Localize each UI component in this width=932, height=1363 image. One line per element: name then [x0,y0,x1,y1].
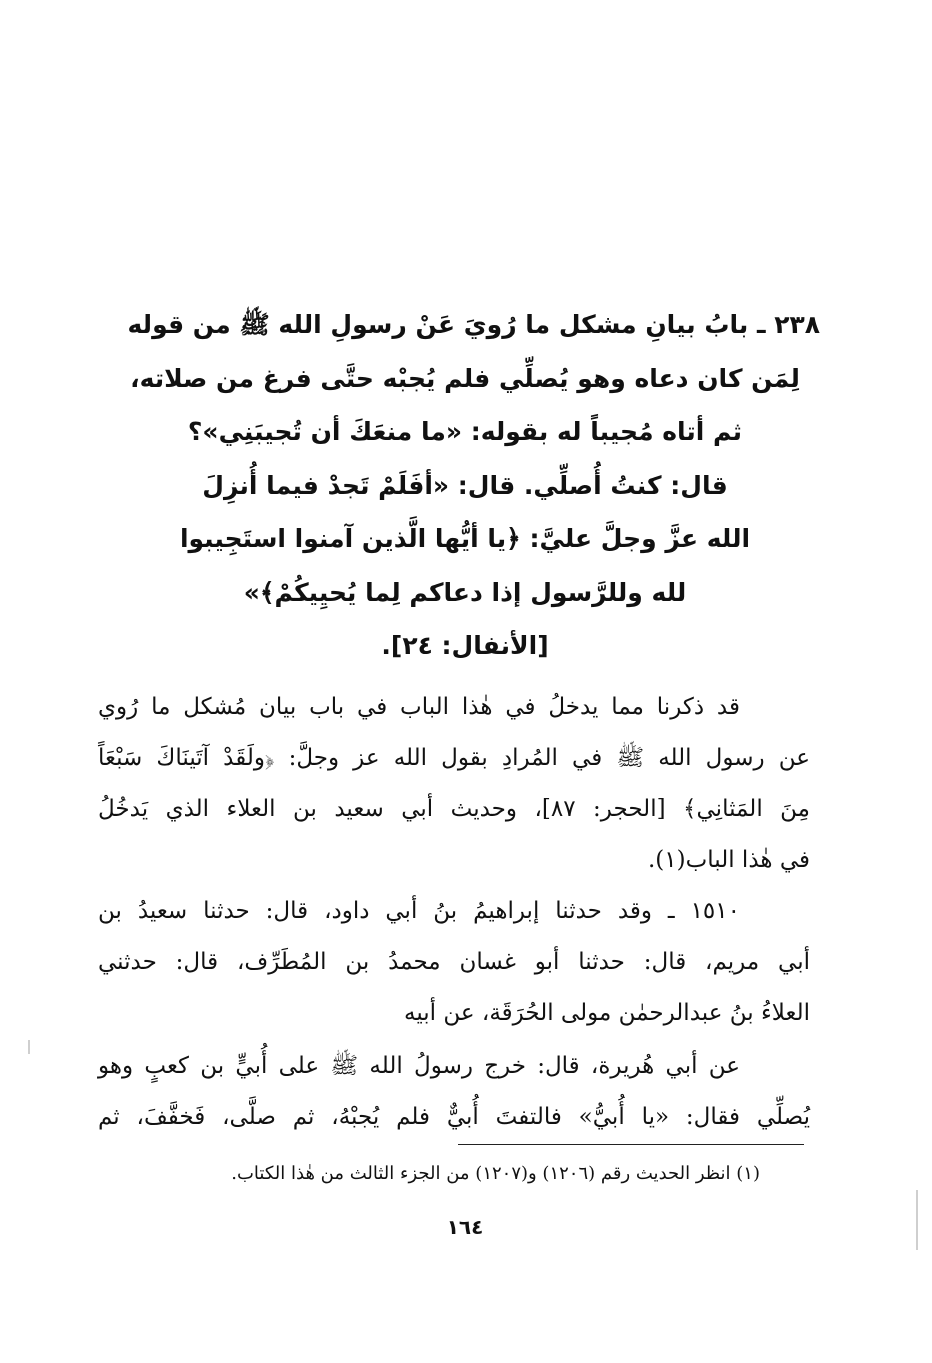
chapter-heading-line: ثم أتاه مُجيباً له بقوله: «ما منعَكَ أن تُجيبَنِي»؟ [187,417,743,446]
hadith-text-paragraph [98,1041,810,1143]
page-number: ١٦٤ [446,1215,484,1239]
footnote: (١) انظر الحديث رقم (١٢٠٦) و(١٢٠٧) من الجزء الثالث من هٰذا الكتاب. [231,1163,760,1184]
paragraph-line: عن رسول الله ﷺ في المُرادِ بقول الله عز وجلَّ: ﴿ولَقَدْ آتَينَاكَ سَبْعَاً [98,745,810,771]
hadith-chain-paragraph [98,886,810,1039]
paragraph-line: عن أبي هُريرة، قال: خرج رسولُ الله ﷺ على أُبيٍّ بن كعبٍ وهو [98,1053,740,1079]
scan-artifact [916,1190,918,1250]
paragraph-line: ١٥١٠ ـ وقد حدثنا إبراهيمُ بنُ أبي داود، قال: حدثنا سعيدُ بن [98,898,740,924]
chapter-heading-line: قال: كنتُ أُصلِّي. قال: «أفَلَمْ تَجدْ فيما أُنزِلَ [202,470,728,500]
chapter-heading-line: الله عزَّ وجلَّ عليَّ: ﴿يا أيُّها الَّذين آمنوا استَجِيبوا [179,524,751,553]
chapter-heading-line: لله وللرَّسول إذا دعاكم لِما يُحيِيكُمْ﴾» [243,577,687,607]
paragraph-line: العلاءُ بنُ عبدالرحمٰن مولى الحُرَقَة، عن أبيه [403,1000,810,1026]
chapter-heading-citation: [الأنفال: ٢٤]. [381,631,549,660]
paragraph-line: أبي مريم، قال: حدثنا أبو غسان محمدُ بن المُطَرِّف، قال: حدثني [98,949,810,975]
paragraph-line: مِنَ المَثانِي﴾ [الحجر: ٨٧]، وحديث أبي سعيد بن العلاء الذي يَدخُلُ [98,796,810,822]
chapter-heading-line: ٢٣٨ ـ بابُ بيانِ مشكل ما رُويَ عَنْ رسولِ الله ﷺ من قوله [127,310,820,339]
chapter-heading [110,298,820,673]
paragraph-line: يُصلِّي فقال: «يا أُبيُّ» فالتفتَ أُبيٌّ فلم يُجبْهُ، ثم صلَّى، فَخفَّفَ، ثم [98,1104,810,1130]
paragraph-line: قد ذكرنا مما يدخلُ في هٰذا الباب في باب بيان مُشكل ما رُوي [98,694,740,720]
body-paragraph [98,682,810,886]
chapter-heading-line: لِمَن كان دعاه وهو يُصلِّي فلم يُجبْه حتَّى فرغ من صلاته، [130,363,800,393]
scan-artifact [28,1040,30,1054]
paragraph-line: في هٰذا الباب(١). [647,847,810,873]
footnote-separator [458,1144,804,1145]
